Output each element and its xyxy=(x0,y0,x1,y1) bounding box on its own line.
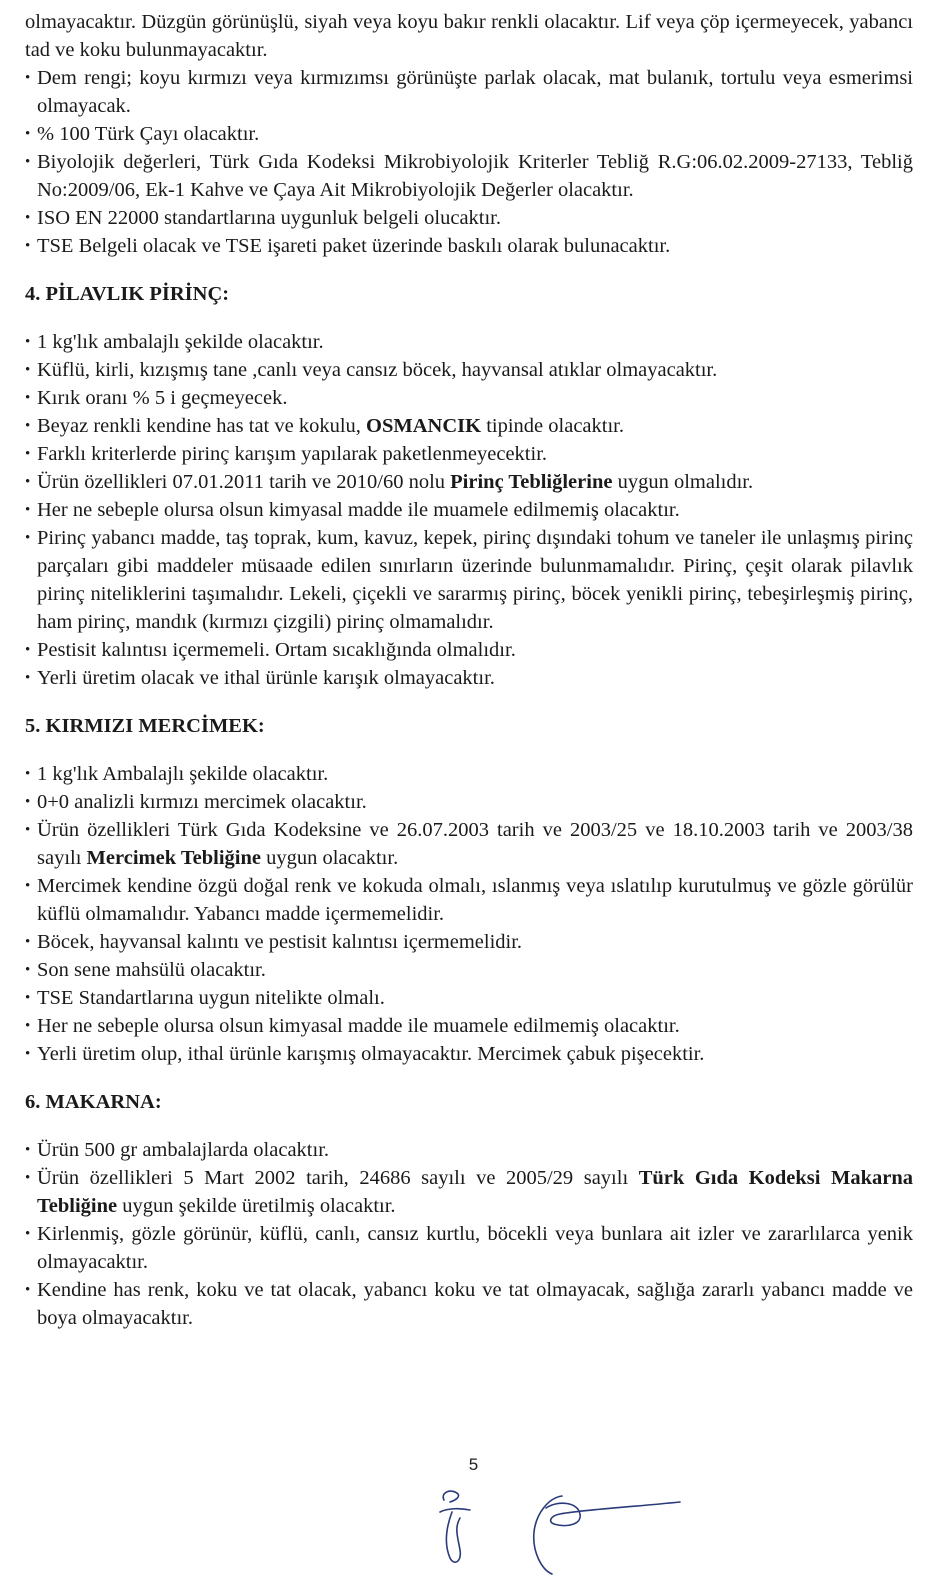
bullet-icon: • xyxy=(25,1226,31,1242)
list-item xyxy=(25,384,913,412)
emphasized-term: Türk Gıda Kodeksi Makarna Tebliğine xyxy=(37,1167,913,1217)
list-item xyxy=(25,1164,913,1220)
bullet-icon: • xyxy=(25,530,31,546)
list-item-text-part: uygun olmalıdır. xyxy=(612,471,754,493)
bullet-icon: • xyxy=(25,962,31,978)
list-item-text-part: Pirinç yabancı madde, taş toprak, kum, kavuz, kepek, pirinç dışındaki tohum ve taneler ile unlaşmış pirinç parçaları gibi maddeler müsaade edilen sınırların üzerinde bulunmamalıdır. Pirinç, çeşit olarak pilavlık pirinç niteliklerini taşımalıdır. Lekeli, çiçekli ve sararmış pirinç, böcek yenikli pirinç, tebeşirleşmiş pirinç, ham pirinç, mandık (kırmızı çizgili) pirinç olmamalıdır. xyxy=(37,527,913,633)
list-item-text-part: 1 kg'lık ambalajlı şekilde olacaktır. xyxy=(37,331,324,353)
list-item xyxy=(25,760,913,788)
bullet-icon: • xyxy=(25,238,31,254)
list-item-text-part: TSE Standartlarına uygun nitelikte olmalı. xyxy=(37,987,385,1009)
bullet-icon: • xyxy=(25,1142,31,1158)
bullet-icon: • xyxy=(25,878,31,894)
list-item xyxy=(25,956,913,984)
bullet-icon: • xyxy=(25,390,31,406)
document-body xyxy=(25,8,913,1332)
section-spacer xyxy=(25,740,913,760)
list-item xyxy=(25,524,913,636)
list-item-text-part: Her ne sebeple olursa olsun kimyasal madde ile muamele edilmemiş olacaktır. xyxy=(37,499,680,521)
list-item xyxy=(25,356,913,384)
section-heading: 5. KIRMIZI MERCİMEK: xyxy=(25,715,265,737)
list-item-text-part: uygun şekilde üretilmiş olacaktır. xyxy=(117,1195,396,1217)
bullet-icon: • xyxy=(25,642,31,658)
list-item-text xyxy=(37,931,522,953)
list-item-text-part: Pestisit kalıntısı içermemeli. Ortam sıcaklığında olmalıdır. xyxy=(37,639,516,661)
list-item-text-part: Ürün özellikleri 07.01.2011 tarih ve 2010/60 nolu xyxy=(37,471,451,493)
list-item-text-part: Küflü, kirli, kızışmış tane ,canlı veya cansız böcek, hayvansal atıklar olmayacaktır. xyxy=(37,359,718,381)
list-item-text xyxy=(37,1223,913,1273)
list-item xyxy=(25,664,913,692)
list-item-text-part: Kendine has renk, koku ve tat olacak, yabancı koku ve tat olmayacak, sağlığa zararlı yabancı madde ve boya olmayacaktır. xyxy=(37,1279,913,1329)
section-spacer xyxy=(25,260,913,280)
list-item xyxy=(25,468,913,496)
list-item-text xyxy=(37,791,367,813)
signatures xyxy=(430,1478,730,1578)
bullet-icon: • xyxy=(25,334,31,350)
bullet-icon: • xyxy=(25,474,31,490)
list-item-text xyxy=(37,875,913,925)
list-item xyxy=(25,232,913,260)
list-item-text-part: Yerli üretim olup, ithal ürünle karışmış olmayacaktır. Mercimek çabuk pişecektir. xyxy=(37,1043,705,1065)
bullet-icon: • xyxy=(25,822,31,838)
list-item-text xyxy=(37,415,624,437)
list-item-text xyxy=(37,959,266,981)
list-item xyxy=(25,1012,913,1040)
list-item-text xyxy=(37,819,913,869)
bullet-icon: • xyxy=(25,154,31,170)
list-item-text xyxy=(37,359,717,381)
list-item-text xyxy=(37,527,913,633)
section-heading: 4. PİLAVLIK PİRİNÇ: xyxy=(25,283,230,305)
bullet-icon: • xyxy=(25,1046,31,1062)
list-item xyxy=(25,204,913,232)
bullet-icon: • xyxy=(25,766,31,782)
bullet-icon: • xyxy=(25,794,31,810)
list-item-text-part: Ürün özellikleri 5 Mart 2002 tarih, 24686 sayılı ve 2005/29 sayılı xyxy=(37,1167,639,1189)
list-item xyxy=(25,64,913,120)
list-item-text: ISO EN 22000 standartlarına uygunluk belgeli olucaktır. xyxy=(37,207,502,229)
list-item-text: TSE Belgeli olacak ve TSE işareti paket üzerinde baskılı olarak bulunacaktır. xyxy=(37,235,671,257)
bullet-icon: • xyxy=(25,1018,31,1034)
list-item-text-part: Beyaz renkli kendine has tat ve kokulu, xyxy=(37,415,367,437)
list-item-text xyxy=(37,1043,704,1065)
bullet-icon: • xyxy=(25,70,31,86)
list-item-text: Dem rengi; koyu kırmızı veya kırmızımsı görünüşte parlak olacak, mat bulanık, tortulu veya esmerimsi olmayacak. xyxy=(37,67,913,117)
list-item xyxy=(25,928,913,956)
signature-mark-left xyxy=(440,1491,470,1562)
list-item-text-part: Farklı kriterlerde pirinç karışım yapılarak paketlenmeyecektir. xyxy=(37,443,548,465)
bullet-icon: • xyxy=(25,126,31,142)
list-item xyxy=(25,1220,913,1276)
bullet-icon: • xyxy=(25,418,31,434)
list-item-text xyxy=(37,1015,680,1037)
list-item-text xyxy=(37,1167,913,1217)
list-item xyxy=(25,440,913,468)
bullet-icon: • xyxy=(25,362,31,378)
list-item-text: Biyolojik değerleri, Türk Gıda Kodeksi Mikrobiyolojik Kriterler Tebliğ R.G:06.02.2009-27133, Tebliğ No:2009/06, Ek-1 Kahve ve Çaya Ait Mikrobiyolojik Değerler olacaktır. xyxy=(37,151,913,201)
bullet-icon: • xyxy=(25,934,31,950)
section-spacer xyxy=(25,1116,913,1136)
list-item-text: % 100 Türk Çayı olacaktır. xyxy=(37,123,260,145)
sections-container xyxy=(25,260,913,1332)
list-item-text xyxy=(37,987,385,1009)
list-item xyxy=(25,120,913,148)
signature-mark-right xyxy=(534,1496,680,1574)
emphasized-term: Mercimek Tebliğine xyxy=(86,847,261,869)
emphasized-term: Pirinç Tebliğlerine xyxy=(450,471,613,493)
emphasized-term: OSMANCIK xyxy=(366,415,482,437)
bullet-icon: • xyxy=(25,1282,31,1298)
list-item-text-part: uygun olacaktır. xyxy=(260,847,399,869)
list-item-text xyxy=(37,1279,913,1329)
intro-paragraph: olmayacaktır. Düzgün görünüşlü, siyah veya koyu bakır renkli olacaktır. Lif veya çöp içermeyecek, yabancı tad ve koku bulunmayacaktır. xyxy=(25,11,913,61)
bullet-icon: • xyxy=(25,670,31,686)
list-item-text-part: Ürün 500 gr ambalajlarda olacaktır. xyxy=(37,1139,330,1161)
list-item xyxy=(25,872,913,928)
list-item-text xyxy=(37,331,324,353)
list-item-text xyxy=(37,639,516,661)
list-item-text-part: tipinde olacaktır. xyxy=(481,415,624,437)
page-number: 5 xyxy=(468,1455,479,1474)
list-item-text xyxy=(37,763,328,785)
bullet-icon: • xyxy=(25,210,31,226)
list-item-text-part: Her ne sebeple olursa olsun kimyasal madde ile muamele edilmemiş olacaktır. xyxy=(37,1015,680,1037)
list-item xyxy=(25,328,913,356)
list-item xyxy=(25,984,913,1012)
list-item-text xyxy=(37,471,753,493)
list-item-text-part: 1 kg'lık Ambalajlı şekilde olacaktır. xyxy=(37,763,329,785)
bullet-icon: • xyxy=(25,446,31,462)
list-item xyxy=(25,1136,913,1164)
list-item xyxy=(25,816,913,872)
list-item-text-part: Kırık oranı % 5 i geçmeyecek. xyxy=(37,387,288,409)
list-item xyxy=(25,412,913,440)
list-item-text-part: Kirlenmiş, gözle görünür, küflü, canlı, cansız kurtlu, böcekli veya bunlara ait izler ve zararlılarca yenik olmayacaktır. xyxy=(37,1223,913,1273)
list-item-text xyxy=(37,667,495,689)
list-item-text-part: Mercimek kendine özgü doğal renk ve kokuda olmalı, ıslanmış veya ıslatılıp kurutulmuş ve gözle görülür küflü olmamalıdır. Yabancı madde içermemelidir. xyxy=(37,875,913,925)
bullet-icon: • xyxy=(25,502,31,518)
list-item xyxy=(25,148,913,204)
list-item-text-part: 0+0 analizli kırmızı mercimek olacaktır. xyxy=(37,791,367,813)
list-item xyxy=(25,788,913,816)
list-item-text-part: Son sene mahsülü olacaktır. xyxy=(37,959,266,981)
section-spacer xyxy=(25,308,913,328)
list-item-text xyxy=(37,387,287,409)
list-item-text xyxy=(37,499,680,521)
list-item-text-part: Böcek, hayvansal kalıntı ve pestisit kalıntısı içermemelidir. xyxy=(37,931,523,953)
list-item xyxy=(25,1276,913,1332)
list-item-text-part: Ürün özellikleri Türk Gıda Kodeksine ve 26.07.2003 tarih ve 2003/25 ve 18.10.2003 tarih ve 2003/38 sayılı xyxy=(37,819,913,869)
list-item-text xyxy=(37,443,547,465)
section-spacer xyxy=(25,1068,913,1088)
list-item xyxy=(25,1040,913,1068)
section-heading: 6. MAKARNA: xyxy=(25,1091,162,1113)
bullet-icon: • xyxy=(25,990,31,1006)
list-item xyxy=(25,496,913,524)
list-item-text-part: Yerli üretim olacak ve ithal ürünle karışık olmayacaktır. xyxy=(37,667,495,689)
section-spacer xyxy=(25,692,913,712)
list-item-text xyxy=(37,1139,329,1161)
bullet-icon: • xyxy=(25,1170,31,1186)
list-item xyxy=(25,636,913,664)
